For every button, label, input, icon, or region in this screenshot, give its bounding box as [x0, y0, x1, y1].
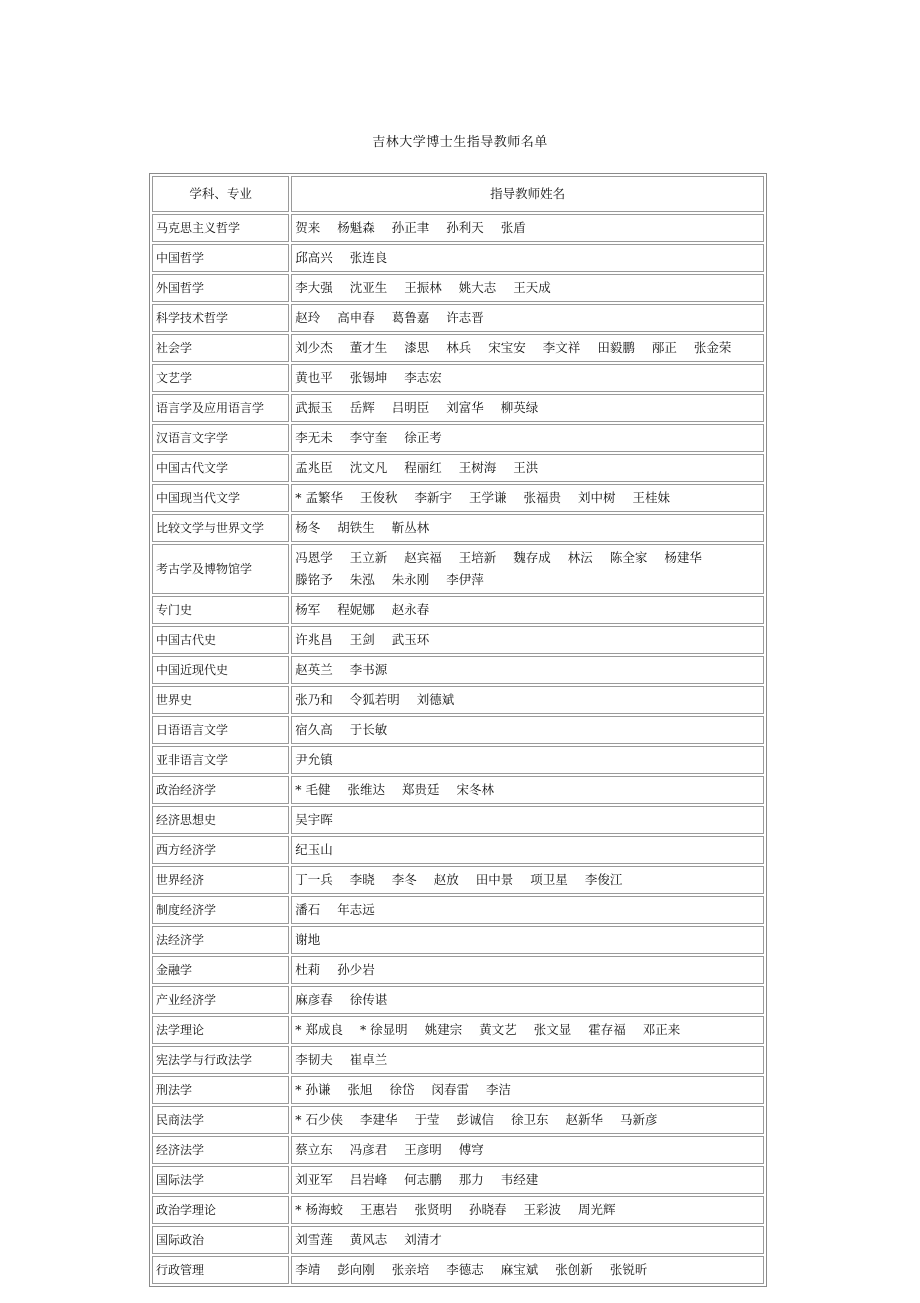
advisor-names-cell	[291, 866, 764, 894]
advisor-name: 王洪	[513, 460, 539, 475]
advisor-name: 张锡坤	[349, 370, 388, 385]
subject-cell: 政治经济学	[152, 776, 289, 804]
subject-cell: 社会学	[152, 334, 289, 362]
advisor-name: 邱高兴	[295, 250, 333, 265]
advisor-name: 李伊萍	[446, 572, 484, 587]
advisor-names-cell	[291, 1166, 764, 1194]
table-row	[152, 596, 764, 624]
advisor-name: 田中景	[475, 872, 514, 887]
advisor-name: 王彩波	[523, 1202, 562, 1217]
table-row	[152, 304, 764, 332]
advisor-name: 林沄	[567, 550, 593, 565]
advisor-name: 李俊江	[584, 872, 623, 887]
advisor-name: 李建华	[359, 1112, 398, 1127]
table-row	[152, 394, 764, 422]
table-row	[152, 1016, 764, 1044]
advisor-name: 丁一兵	[295, 872, 333, 887]
advisor-name: 那力	[458, 1172, 484, 1187]
advisor-name: 孙晓春	[468, 1202, 507, 1217]
advisor-name: 冯恩学	[295, 550, 333, 565]
table-row	[152, 986, 764, 1014]
advisor-name: 冯彦君	[349, 1142, 388, 1157]
advisor-name: 项卫星	[530, 872, 568, 887]
advisor-name: 柳英绿	[500, 400, 539, 415]
subject-cell: 中国现当代文学	[152, 484, 289, 512]
advisor-name: 郑贵廷	[401, 782, 440, 797]
advisor-name: 宿久高	[295, 722, 333, 737]
advisor-name: 张贤明	[414, 1202, 452, 1217]
advisor-name: 张维达	[347, 782, 385, 797]
advisor-name: 杨军	[295, 602, 321, 617]
advisor-name: 田毅鹏	[597, 340, 635, 355]
advisor-name: * 石少侠	[295, 1112, 343, 1127]
table-header-row	[152, 176, 764, 212]
advisor-name: 董才生	[349, 340, 388, 355]
table-row	[152, 514, 764, 542]
advisor-name: 王立新	[349, 550, 388, 565]
table-row	[152, 896, 764, 924]
advisor-name: 韦经建	[500, 1172, 539, 1187]
subject-cell: 产业经济学	[152, 986, 289, 1014]
advisor-name: 王树海	[458, 460, 497, 475]
advisor-name: 于莹	[414, 1112, 440, 1127]
table-row	[152, 716, 764, 744]
advisor-name: 张乃和	[295, 692, 333, 707]
advisor-names-cell	[291, 1016, 764, 1044]
advisor-name: 吕明臣	[391, 400, 430, 415]
subject-cell: 经济思想史	[152, 806, 289, 834]
advisor-name: 王天成	[513, 280, 551, 295]
advisor-name: 霍存福	[588, 1022, 626, 1037]
advisor-name: 杨魁森	[337, 220, 375, 235]
advisor-name: 赵玲	[295, 310, 321, 325]
advisor-name: 王彦明	[404, 1142, 442, 1157]
subject-cell: 专门史	[152, 596, 289, 624]
advisor-name: 麻彦春	[295, 992, 333, 1007]
header-subject: 学科、专业	[152, 176, 289, 212]
subject-cell: 文艺学	[152, 364, 289, 392]
advisor-name: 何志鹏	[404, 1172, 442, 1187]
advisor-name: 张创新	[555, 1262, 593, 1277]
advisor-names-cell	[291, 364, 764, 392]
table-row	[152, 776, 764, 804]
advisor-names-cell	[291, 836, 764, 864]
table-row	[152, 656, 764, 684]
advisor-name: 刘雪莲	[295, 1232, 333, 1247]
table-row	[152, 1256, 764, 1284]
advisor-name: 刘富华	[446, 400, 484, 415]
advisor-names-cell	[291, 626, 764, 654]
advisor-name: 宋冬林	[456, 782, 494, 797]
advisor-name: 傅穹	[458, 1142, 484, 1157]
advisor-name: 沈文凡	[349, 460, 388, 475]
advisor-names-cell	[291, 596, 764, 624]
advisor-name: 孟兆臣	[295, 460, 333, 475]
advisor-name: 岳辉	[349, 400, 375, 415]
advisor-name: 吕岩峰	[349, 1172, 388, 1187]
advisor-name: 杜莉	[295, 962, 321, 977]
table-row	[152, 1076, 764, 1104]
table-row	[152, 1166, 764, 1194]
advisor-name: 孙少岩	[337, 962, 375, 977]
advisor-name: 赵放	[433, 872, 459, 887]
table-row	[152, 746, 764, 774]
advisor-name: 张金荣	[693, 340, 732, 355]
subject-cell: 亚非语言文学	[152, 746, 289, 774]
advisor-name: 李守奎	[349, 430, 388, 445]
table-row	[152, 866, 764, 894]
advisor-name: 李书源	[349, 662, 388, 677]
advisor-name: 张旭	[347, 1082, 373, 1097]
advisor-name: 蔡立东	[295, 1142, 333, 1157]
subject-cell: 国际法学	[152, 1166, 289, 1194]
advisor-name: 王学谦	[468, 490, 507, 505]
advisor-name: 马新彦	[620, 1112, 658, 1127]
table-row	[152, 926, 764, 954]
subject-cell: 法学理论	[152, 1016, 289, 1044]
advisor-name: 李新宇	[414, 490, 452, 505]
advisor-name: 张文显	[533, 1022, 572, 1037]
advisor-name: 邓正来	[642, 1022, 681, 1037]
advisor-names-cell	[291, 986, 764, 1014]
advisor-name: 李靖	[295, 1262, 321, 1277]
advisor-name: 许兆昌	[295, 632, 333, 647]
advisor-name: 李文祥	[542, 340, 581, 355]
table-row	[152, 244, 764, 272]
subject-cell: 制度经济学	[152, 896, 289, 924]
advisor-name: 彭诚信	[456, 1112, 494, 1127]
advisor-names-cell	[291, 926, 764, 954]
advisor-name: 刘德斌	[416, 692, 455, 707]
advisor-name: 许志晋	[446, 310, 484, 325]
advisor-names-cell	[291, 514, 764, 542]
advisor-name: 李德志	[446, 1262, 484, 1277]
header-names: 指导教师姓名	[291, 176, 764, 212]
table-row	[152, 1136, 764, 1164]
advisor-name: 赵英兰	[295, 662, 333, 677]
advisor-name: 黄也平	[295, 370, 333, 385]
advisor-name: 程妮娜	[337, 602, 375, 617]
advisor-names-cell	[291, 304, 764, 332]
advisor-name: 高申春	[337, 310, 375, 325]
subject-cell: 世界史	[152, 686, 289, 714]
advisor-names-cell	[291, 686, 764, 714]
advisor-names-cell	[291, 1256, 764, 1284]
subject-cell: 经济法学	[152, 1136, 289, 1164]
advisor-name: 魏存成	[513, 550, 551, 565]
advisor-name: 徐传谌	[349, 992, 388, 1007]
advisor-name: 程丽红	[404, 460, 442, 475]
advisor-name: 杨建华	[664, 550, 702, 565]
subject-cell: 考古学及博物馆学	[152, 544, 289, 594]
document-title: 吉林大学博士生指导教师名单	[372, 135, 548, 150]
advisor-name: 周光辉	[578, 1202, 616, 1217]
advisor-names-cell	[291, 1136, 764, 1164]
table-row	[152, 544, 764, 594]
advisor-name: 沈亚生	[349, 280, 388, 295]
table-row	[152, 1226, 764, 1254]
advisor-name: * 孟繁华	[295, 490, 343, 505]
advisor-names-cell	[291, 776, 764, 804]
advisor-names-cell	[291, 214, 764, 242]
advisor-names-cell	[291, 334, 764, 362]
subject-cell: 语言学及应用语言学	[152, 394, 289, 422]
advisor-name: * 徐显明	[359, 1022, 408, 1037]
table-row	[152, 836, 764, 864]
subject-cell: 政治学理论	[152, 1196, 289, 1224]
subject-cell: 西方经济学	[152, 836, 289, 864]
advisor-name: 李大强	[295, 280, 333, 295]
subject-cell: 马克思主义哲学	[152, 214, 289, 242]
advisor-name: 刘中树	[578, 490, 616, 505]
advisor-name: 于长敏	[349, 722, 388, 737]
advisor-names-cell	[291, 716, 764, 744]
subject-cell: 法经济学	[152, 926, 289, 954]
advisor-name: 朱泓	[349, 572, 375, 587]
subject-cell: 科学技术哲学	[152, 304, 289, 332]
advisor-name: 王培新	[458, 550, 497, 565]
advisor-name: 徐正考	[404, 430, 442, 445]
advisor-name: 葛鲁嘉	[391, 310, 430, 325]
advisor-name: 朱永刚	[391, 572, 430, 587]
advisor-name: 李韧夫	[295, 1052, 333, 1067]
advisor-name: 姚建宗	[424, 1022, 463, 1037]
subject-cell: 中国古代史	[152, 626, 289, 654]
advisor-names-cell	[291, 274, 764, 302]
advisor-name: 徐岱	[389, 1082, 415, 1097]
advisor-name: 李冬	[391, 872, 417, 887]
advisor-name: 武玉环	[391, 632, 430, 647]
advisor-name: 张盾	[500, 220, 526, 235]
advisor-name: 孙正聿	[391, 220, 430, 235]
table-row	[152, 364, 764, 392]
advisor-names-cell	[291, 484, 764, 512]
advisor-names-cell	[291, 454, 764, 482]
advisor-names-cell	[291, 424, 764, 452]
table-row	[152, 454, 764, 482]
table-body	[152, 214, 764, 1284]
advisor-name: 年志远	[337, 902, 375, 917]
subject-cell: 世界经济	[152, 866, 289, 894]
advisor-names-cell	[291, 656, 764, 684]
advisor-name: 令狐若明	[349, 692, 400, 707]
advisor-name: 刘亚军	[295, 1172, 333, 1187]
subject-cell: 行政管理	[152, 1256, 289, 1284]
subject-cell: 汉语言文字学	[152, 424, 289, 452]
advisor-name: 邴正	[651, 340, 677, 355]
advisor-names-cell	[291, 746, 764, 774]
table-row	[152, 334, 764, 362]
advisor-name: 吴宇晖	[295, 812, 333, 827]
advisor-name: 崔卓兰	[349, 1052, 388, 1067]
advisor-name: 王俊秋	[359, 490, 398, 505]
advisor-name: 滕铭予	[295, 572, 333, 587]
advisor-name: 武振玉	[295, 400, 333, 415]
subject-cell: 日语语言文学	[152, 716, 289, 744]
table-row	[152, 806, 764, 834]
advisor-name: 谢地	[295, 932, 321, 947]
advisor-name: 王桂妹	[632, 490, 671, 505]
subject-cell: 中国近现代史	[152, 656, 289, 684]
advisor-names-cell	[291, 956, 764, 984]
advisor-names-cell	[291, 1106, 764, 1134]
advisor-name: 李无未	[295, 430, 333, 445]
advisor-name: 纪玉山	[295, 842, 333, 857]
advisor-names-cell	[291, 806, 764, 834]
advisor-name: 张锐昕	[609, 1262, 648, 1277]
advisor-name: 彭向刚	[337, 1262, 375, 1277]
advisor-name: 孙利天	[446, 220, 484, 235]
advisor-name: 宋宝安	[488, 340, 526, 355]
advisor-name: 王惠岩	[359, 1202, 398, 1217]
table-row	[152, 626, 764, 654]
table-row	[152, 214, 764, 242]
table-row	[152, 424, 764, 452]
advisor-names-cell	[291, 1226, 764, 1254]
advisor-name: 麻宝斌	[500, 1262, 539, 1277]
subject-cell: 中国古代文学	[152, 454, 289, 482]
subject-cell: 中国哲学	[152, 244, 289, 272]
table-row	[152, 274, 764, 302]
subject-cell: 刑法学	[152, 1076, 289, 1104]
advisor-name: 胡铁生	[337, 520, 375, 535]
advisor-name: 刘少杰	[295, 340, 333, 355]
subject-cell: 宪法学与行政法学	[152, 1046, 289, 1074]
advisor-name: 张亲培	[391, 1262, 430, 1277]
advisor-name: 徐卫东	[511, 1112, 549, 1127]
advisor-name: 赵新华	[565, 1112, 604, 1127]
subject-cell: 金融学	[152, 956, 289, 984]
advisor-name: 张福贵	[523, 490, 562, 505]
advisor-name: * 杨海蛟	[295, 1202, 343, 1217]
subject-cell: 比较文学与世界文学	[152, 514, 289, 542]
advisor-name: 姚大志	[458, 280, 497, 295]
advisor-names-cell	[291, 1046, 764, 1074]
advisor-name: 赵宾福	[404, 550, 442, 565]
advisor-names-cell	[291, 394, 764, 422]
table-row	[152, 956, 764, 984]
advisor-name: 张连良	[349, 250, 388, 265]
advisor-name: 闵春雷	[431, 1082, 469, 1097]
advisor-name: * 郑成良	[295, 1022, 343, 1037]
advisor-name: 赵永春	[391, 602, 430, 617]
advisor-name: 李晓	[349, 872, 375, 887]
advisor-names-cell	[291, 1076, 764, 1104]
advisor-names-cell	[291, 896, 764, 924]
advisor-names-cell	[291, 1196, 764, 1224]
table-row	[152, 1106, 764, 1134]
advisor-name: * 孙谦	[295, 1082, 331, 1097]
advisor-name: 李志宏	[404, 370, 442, 385]
advisor-name: 王振林	[404, 280, 442, 295]
advisor-name: 黄风志	[349, 1232, 388, 1247]
advisor-name: 杨冬	[295, 520, 321, 535]
advisor-name: 李洁	[486, 1082, 512, 1097]
advisor-names-cell	[291, 244, 764, 272]
advisor-name: 漆思	[404, 340, 430, 355]
advisor-name: * 毛健	[295, 782, 331, 797]
advisor-table	[149, 173, 767, 1287]
advisor-name: 王剑	[349, 632, 375, 647]
advisor-name: 林兵	[446, 340, 472, 355]
subject-cell: 民商法学	[152, 1106, 289, 1134]
advisor-name: 陈全家	[609, 550, 648, 565]
advisor-name: 黄文艺	[479, 1022, 517, 1037]
table-row	[152, 686, 764, 714]
table-row	[152, 1196, 764, 1224]
table-row	[152, 1046, 764, 1074]
advisor-name: 潘石	[295, 902, 321, 917]
subject-cell: 国际政治	[152, 1226, 289, 1254]
advisor-name: 贺来	[295, 220, 321, 235]
advisor-name: 刘清才	[404, 1232, 442, 1247]
advisor-names-cell	[291, 544, 764, 594]
advisor-name: 尹允镇	[295, 752, 333, 767]
advisor-name: 靳丛林	[391, 520, 430, 535]
subject-cell: 外国哲学	[152, 274, 289, 302]
table-row	[152, 484, 764, 512]
